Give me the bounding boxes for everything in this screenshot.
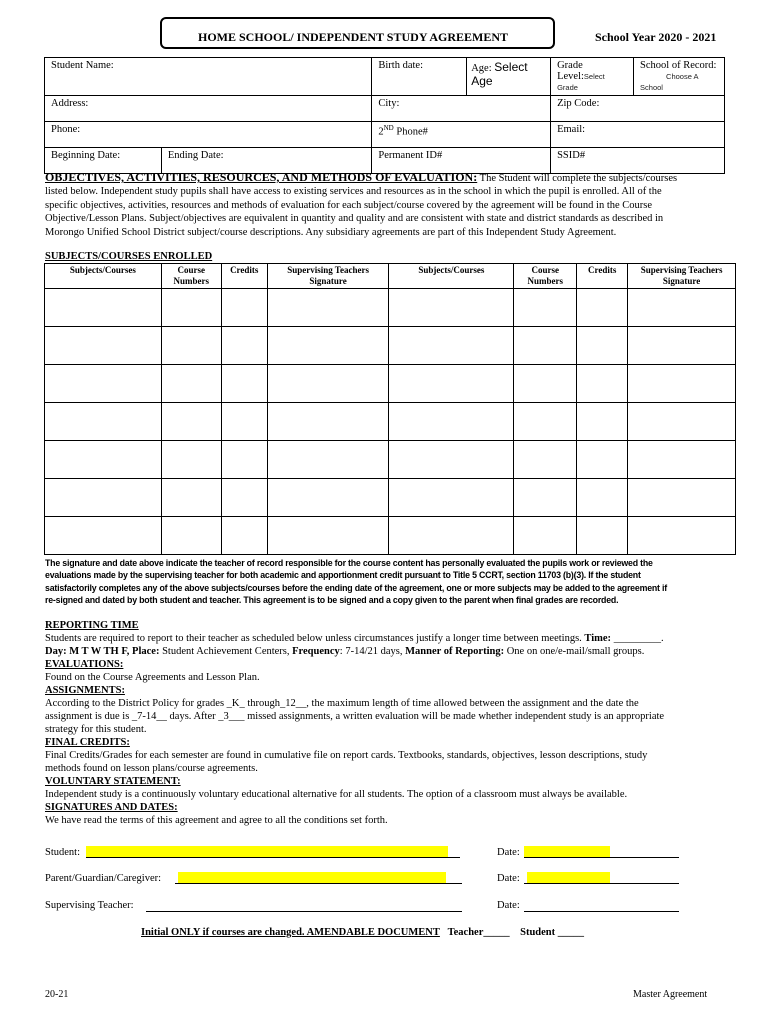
initial-text: Initial ONLY if courses are changed. AMENDABLE DOCUMENT xyxy=(141,927,440,938)
objectives-heading: OBJECTIVES, ACTIVITIES, RESOURCES, AND METHODS OF EVALUATION: xyxy=(45,170,478,184)
zip-field[interactable]: Zip Code: xyxy=(551,96,725,122)
col-course-numbers-2: Course Numbers xyxy=(514,264,577,289)
age-field[interactable]: Age: Select Age xyxy=(467,58,551,96)
signatures-heading: SIGNATURES AND DATES: xyxy=(45,802,178,813)
student-signature-line[interactable] xyxy=(86,857,460,858)
parent-signature-label: Parent/Guardian/Caregiver: xyxy=(45,873,162,884)
col-subjects: Subjects/Courses xyxy=(45,264,162,289)
courses-heading: SUBJECTS/COURSES ENROLLED xyxy=(45,251,213,262)
evaluations-heading: EVALUATIONS: xyxy=(45,659,124,670)
terms-section: REPORTING TIME Students are required to report to their teacher as scheduled below unless circumstances justify a longer time between meetings. Time: _________. Day: M T W TH F, Place: Student Achievement Centers, Frequency: 7-14/21 days, Manner of Reporting: One on one/e-mail/small groups. EVALUATIONS: Found on the Course Agreements and Lesson Plan. ASSIGNMENTS: According to the District Policy for grades _K_ through_12__, the maximum length of time allowed between the assignment and the date the assignment is due is _7-14__ days. After _3___ missed assignments, a written evaluation will be made whether independent study is an appropriate strategy for this student. FINAL CREDITS: Final Credits/Grades for each semester are found in cumulative file on report cards. Textbooks, standards, objectives, lesson descriptions, study methods found on lesson plans/course agreements. VOLUNTARY STATEMENT: Independent study is a continuously voluntary educational alternative for all students. The option of a classroom must always be available. SIGNATURES AND DATES: We have read the terms of this agreement and agree to all the conditions set forth. xyxy=(45,619,725,827)
birth-date-field[interactable]: Birth date: xyxy=(372,58,467,96)
col-teacher-signature-2: Supervising Teachers Signature xyxy=(628,264,736,289)
col-credits-2: Credits xyxy=(577,264,628,289)
signature-note: The signature and date above indicate the teacher of record responsible for the course content has personally evaluated the pupils work or reviewed the evaluations made by the supervising teacher for both academic and apportionment credit pursuant to Title 5 CCRT, section 11703 (b)(3). If the student satisfactorily completes any of the above subjects/courses before the ending date of the agreement, one or more subjects may be added to the agreement if re-signed and dated by both student and teacher. This agreement is to be signed and a copy given to the parent when final grades are recorded. xyxy=(45,558,668,606)
col-course-numbers: Course Numbers xyxy=(161,264,221,289)
col-credits: Credits xyxy=(221,264,267,289)
city-field[interactable]: City: xyxy=(372,96,551,122)
student-signature-label: Student: xyxy=(45,847,81,858)
student-info-table xyxy=(44,57,725,174)
parent-date-highlight[interactable] xyxy=(527,872,610,883)
school-select[interactable]: Choose A School xyxy=(640,72,699,92)
age-select[interactable]: Select Age xyxy=(471,60,528,88)
teacher-signature-label: Supervising Teacher: xyxy=(45,900,134,911)
phone2-field[interactable]: 2ND Phone# xyxy=(372,122,551,148)
ending-date-field[interactable]: Ending Date: xyxy=(161,148,372,174)
objectives-section: OBJECTIVES, ACTIVITIES, RESOURCES, AND METHODS OF EVALUATION: The Student will complete the subjects/courses listed below. Independent study pupils shall have access to existing services and resources as in the school in which the pupil is enrolled. All of the specific objectives, activities, resources and methods of evaluation for each subject/course covered by the agreement will be found in the Course Objective/Lesson Plans. Subject/objectives are equivalent in quantity and quality and are consistent with state and district standards as described in Morongo Unified School District subject/course descriptions. Any subsidiary agreements are part of this Independent Study Agreement. xyxy=(45,170,678,238)
table-row[interactable] xyxy=(45,479,736,517)
teacher-signature-line[interactable] xyxy=(146,911,462,912)
grade-level-field[interactable]: Grade Level:Select Grade xyxy=(551,58,634,96)
teacher-date-label: Date: xyxy=(497,900,520,911)
footer-version: 20-21 xyxy=(45,989,69,1000)
table-row[interactable] xyxy=(45,327,736,365)
ssid-field[interactable]: SSID# xyxy=(551,148,725,174)
student-initial: Student _____ xyxy=(520,927,584,938)
parent-date-line[interactable] xyxy=(524,883,679,884)
initial-line xyxy=(141,927,584,938)
student-date-line[interactable] xyxy=(524,857,679,858)
final-credits-heading: FINAL CREDITS: xyxy=(45,737,130,748)
reporting-heading: REPORTING TIME xyxy=(45,620,139,631)
student-name-field[interactable]: Student Name: xyxy=(45,58,372,96)
school-year: School Year 2020 - 2021 xyxy=(595,30,717,44)
parent-signature-line[interactable] xyxy=(175,883,462,884)
footer-label: Master Agreement xyxy=(633,989,708,1000)
student-date-label: Date: xyxy=(497,847,520,858)
student-signature-highlight[interactable] xyxy=(86,846,448,857)
school-of-record-field[interactable]: School of Record: Choose A School xyxy=(634,58,725,96)
grade-select[interactable]: Select Grade xyxy=(557,72,605,92)
page-title: HOME SCHOOL/ INDEPENDENT STUDY AGREEMENT xyxy=(198,30,509,44)
parent-date-label: Date: xyxy=(497,873,520,884)
phone-field[interactable]: Phone: xyxy=(45,122,372,148)
address-field[interactable]: Address: xyxy=(45,96,372,122)
teacher-initial: Teacher_____ xyxy=(447,927,510,938)
table-row[interactable] xyxy=(45,403,736,441)
student-date-highlight[interactable] xyxy=(524,846,610,857)
table-row[interactable] xyxy=(45,441,736,479)
permanent-id-field[interactable]: Permanent ID# xyxy=(372,148,551,174)
voluntary-heading: VOLUNTARY STATEMENT: xyxy=(45,776,181,787)
col-teacher-signature: Supervising Teachers Signature xyxy=(267,264,389,289)
assignments-heading: ASSIGNMENTS: xyxy=(45,685,125,696)
table-row[interactable] xyxy=(45,365,736,403)
beginning-date-field[interactable]: Beginning Date: xyxy=(45,148,162,174)
table-row[interactable] xyxy=(45,289,736,327)
parent-signature-highlight[interactable] xyxy=(178,872,446,883)
table-row[interactable] xyxy=(45,517,736,555)
email-field[interactable]: Email: xyxy=(551,122,725,148)
teacher-date-line[interactable] xyxy=(524,911,679,912)
col-subjects-2: Subjects/Courses xyxy=(389,264,514,289)
courses-table xyxy=(44,263,736,555)
